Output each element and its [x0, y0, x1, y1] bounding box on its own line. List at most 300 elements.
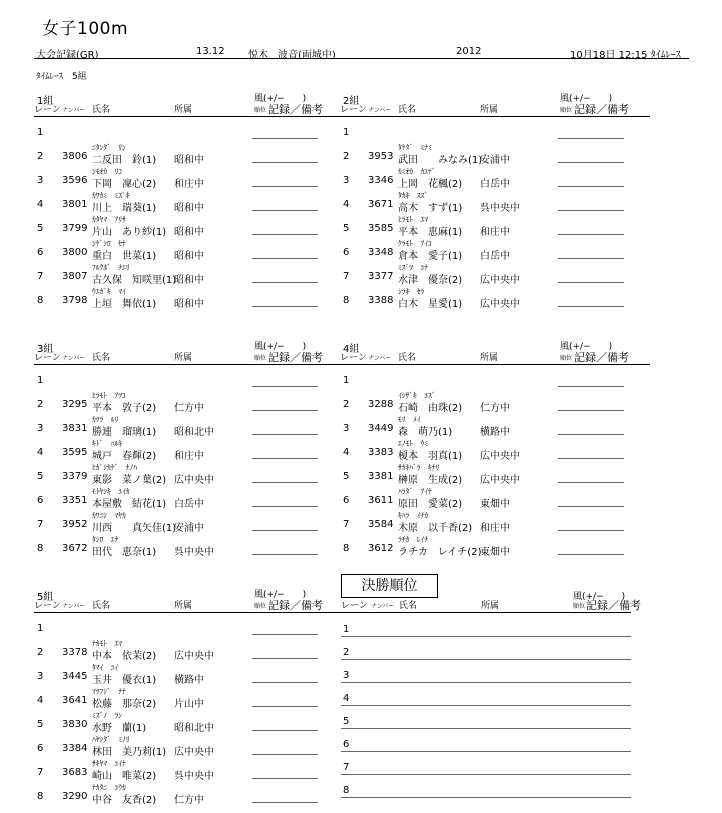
col-affiliation: 所属: [174, 601, 193, 611]
lane-number: 7: [37, 767, 44, 778]
runner-kana: ｳｴｶﾞｷ ﾏｲ: [92, 287, 126, 296]
runner-kana: ｶﾂﾗ ﾙﾘ: [92, 415, 119, 424]
record-entry-line: [252, 554, 318, 555]
record-entry-line: [252, 506, 318, 507]
table-row: [340, 142, 650, 164]
bib-number: 3596: [62, 175, 88, 186]
heat-5-block: [34, 588, 344, 813]
runner-name: 松藤 那奈(2): [92, 699, 157, 710]
runner-kana: ﾋﾗﾓﾄ ｴﾏ: [398, 215, 428, 224]
runner-name: 東影 菜ノ葉(2): [92, 475, 167, 486]
table-row: [340, 534, 650, 556]
col-record: 記録／備考: [586, 599, 641, 612]
runner-affiliation: 和庄中: [480, 227, 510, 238]
lane-number: 7: [37, 271, 44, 282]
bib-number: 3388: [368, 295, 394, 306]
table-row: [34, 414, 344, 436]
runner-name: 中谷 友香(2): [92, 795, 157, 806]
event-datetime: 10月18日 12:15 ﾀｲﾑﾚｰｽ: [570, 50, 681, 61]
runner-kana: ﾀﾏｲ ﾕｲ: [92, 663, 119, 672]
final-rank-row: [341, 775, 631, 798]
runner-affiliation: 横路中: [480, 427, 510, 438]
table-row: [340, 118, 650, 140]
bib-number: 3683: [62, 767, 88, 778]
table-row: [34, 662, 344, 684]
meet-record-holder: 悦木 波音(両城中): [248, 50, 336, 61]
record-entry-line: [252, 234, 318, 235]
lane-number: 5: [343, 223, 350, 234]
record-entry-line: [252, 458, 318, 459]
runner-affiliation: 東畑中: [480, 499, 510, 510]
table-row: [340, 510, 650, 532]
bib-number: 3348: [368, 247, 394, 258]
heat-count-label: ﾀｲﾑﾚｰｽ 5組: [36, 72, 87, 82]
runner-name: 本屋敷 結花(1): [92, 499, 167, 510]
final-rank-number: 1: [343, 624, 350, 635]
table-row: [34, 286, 344, 308]
runner-affiliation: 昭和中: [174, 155, 204, 166]
runner-name: 林田 美乃莉(1): [92, 747, 167, 758]
runner-name: 上岡 花楓(2): [398, 179, 463, 190]
record-entry-line: [252, 210, 318, 211]
final-rank-number: 2: [343, 647, 350, 658]
runner-name: 森 萌乃(1): [398, 427, 453, 438]
table-row: [340, 238, 650, 260]
table-row: [34, 710, 344, 732]
lane-number: 6: [343, 495, 350, 506]
runner-name: 上垣 舞依(1): [92, 299, 157, 310]
heat-1-block: [34, 92, 344, 317]
record-entry-line: [558, 410, 624, 411]
lane-number: 8: [37, 295, 44, 306]
bib-number: 3806: [62, 151, 88, 162]
runner-name: 重白 世菜(1): [92, 251, 157, 262]
runner-name: 中本 依茉(2): [92, 651, 157, 662]
bib-number: 3641: [62, 695, 88, 706]
bib-number: 3378: [62, 647, 88, 658]
lane-number: 2: [343, 399, 350, 410]
col-rank: 順位: [560, 355, 573, 362]
col-record: 記録／備考: [268, 599, 323, 612]
record-entry-line: [252, 634, 318, 635]
lane-number: 3: [37, 671, 44, 682]
record-entry-line: [558, 210, 624, 211]
table-header: [34, 350, 344, 362]
table-row: [340, 462, 650, 484]
heat-name: 1組: [37, 96, 54, 107]
table-row: [340, 262, 650, 284]
record-entry-line: [252, 410, 318, 411]
bib-number: 3449: [368, 423, 394, 434]
final-rank-row: [341, 637, 631, 660]
lane-number: 7: [37, 519, 44, 530]
bib-number: 3800: [62, 247, 88, 258]
runner-affiliation: 呉中央中: [174, 547, 214, 558]
runner-kana: ｼﾗｷ ｾﾗ: [398, 287, 425, 296]
final-rank-number: 7: [343, 762, 350, 773]
runner-affiliation: 広中央中: [480, 475, 520, 486]
runner-name: 玉井 優衣(1): [92, 675, 157, 686]
bib-number: 3379: [62, 471, 88, 482]
runner-affiliation: 広中央中: [174, 747, 214, 758]
runner-kana: ｸﾗﾓﾄ ｱｲｺ: [398, 239, 432, 248]
final-rank-number: 5: [343, 716, 350, 727]
runner-name: 原田 愛菜(2): [398, 499, 463, 510]
table-row: [34, 190, 344, 212]
bib-number: 3595: [62, 447, 88, 458]
table-row: [340, 390, 650, 412]
lane-number: 4: [37, 199, 44, 210]
table-row: [340, 286, 650, 308]
table-row: [34, 782, 344, 804]
runner-name: 白木 星愛(1): [398, 299, 463, 310]
table-row: [34, 510, 344, 532]
lane-number: 4: [37, 447, 44, 458]
runner-affiliation: 白岳中: [480, 251, 510, 262]
table-row: [34, 438, 344, 460]
record-entry-line: [252, 754, 318, 755]
runner-affiliation: 昭和中: [174, 251, 204, 262]
meet-record-time: 13.12: [196, 46, 225, 57]
runner-name: 武田 みなみ(1): [398, 155, 483, 166]
col-name: 氏名: [399, 601, 418, 611]
runner-name: 高木 すず(1): [398, 203, 463, 214]
runner-name: 木原 以千香(2): [398, 523, 473, 534]
runner-name: 倉本 愛子(1): [398, 251, 463, 262]
final-rank-number: 6: [343, 739, 350, 750]
col-lane: レーン: [340, 353, 367, 363]
header-divider: [341, 612, 631, 613]
bib-number: 3807: [62, 271, 88, 282]
wind-label: 風(+/− ): [254, 342, 307, 352]
bib-number: 3952: [62, 519, 88, 530]
record-entry-line: [252, 434, 318, 435]
runner-kana: ﾅｶﾀﾆ ﾕｳｶ: [92, 783, 126, 792]
col-name: 氏名: [92, 105, 111, 115]
header-divider: [340, 364, 650, 365]
record-entry-line: [252, 186, 318, 187]
col-record: 記録／備考: [574, 103, 629, 116]
col-name: 氏名: [92, 353, 111, 363]
runner-kana: ｷﾊﾗ ｲﾁｶ: [398, 511, 428, 520]
table-row: [340, 366, 650, 388]
table-row: [34, 142, 344, 164]
col-record: 記録／備考: [574, 351, 629, 364]
table-row: [340, 486, 650, 508]
runner-kana: ﾐｽﾞﾉ ﾗﾝ: [92, 711, 122, 720]
lane-number: 1: [343, 375, 350, 386]
record-entry-line: [252, 162, 318, 163]
record-entry-line: [252, 778, 318, 779]
record-entry-line: [558, 162, 624, 163]
record-entry-line: [252, 138, 318, 139]
runner-kana: ｻｷﾔﾏ ﾕｲﾅ: [92, 759, 126, 768]
runner-kana: ｶﾜﾆｼ ﾏﾔｶ: [92, 511, 126, 520]
col-rank: 順位: [573, 603, 586, 610]
record-entry-line: [252, 482, 318, 483]
runner-affiliation: 和庄中: [174, 179, 204, 190]
lane-number: 1: [37, 623, 44, 634]
header-divider: [34, 364, 344, 365]
lane-number: 6: [37, 495, 44, 506]
bib-number: 3830: [62, 719, 88, 730]
col-lane: レーン: [34, 601, 61, 611]
runner-affiliation: 横路中: [174, 675, 204, 686]
bib-number: 3351: [62, 495, 88, 506]
runner-affiliation: 呉中央中: [174, 771, 214, 782]
record-entry-line: [558, 506, 624, 507]
record-entry-line: [558, 386, 624, 387]
col-number: ナンバー: [62, 603, 86, 610]
col-number: ナンバー: [62, 355, 86, 362]
record-entry-line: [252, 802, 318, 803]
runner-kana: ﾐｽﾞﾂ ﾕﾅ: [398, 263, 428, 272]
table-row: [34, 734, 344, 756]
runner-name: 勝連 瑠璃(1): [92, 427, 157, 438]
runner-affiliation: 広中央中: [174, 651, 214, 662]
runner-kana: ﾀｶｷ ｽｽﾞ: [398, 191, 428, 200]
final-rank-number: 4: [343, 693, 350, 704]
table-header: [34, 598, 344, 610]
bib-number: 3831: [62, 423, 88, 434]
col-rank: 順位: [254, 107, 267, 114]
record-entry-line: [252, 682, 318, 683]
record-entry-line: [558, 138, 624, 139]
col-name: 氏名: [398, 353, 417, 363]
table-header: [340, 102, 650, 114]
runner-kana: ﾏﾂﾌｼﾞ ﾅﾅ: [92, 687, 126, 696]
record-entry-line: [252, 530, 318, 531]
lane-number: 8: [37, 791, 44, 802]
col-affiliation: 所属: [481, 601, 500, 611]
lane-number: 3: [37, 175, 44, 186]
final-table-header: [341, 598, 696, 610]
table-row: [34, 638, 344, 660]
header-divider: [34, 612, 344, 613]
final-rank-row: [341, 729, 631, 752]
lane-number: 3: [37, 423, 44, 434]
header-divider: [34, 116, 344, 117]
record-entry-line: [558, 234, 624, 235]
record-entry-line: [252, 386, 318, 387]
col-record: 記録／備考: [268, 351, 323, 364]
table-row: [34, 534, 344, 556]
runner-name: 榊原 生成(2): [398, 475, 463, 486]
col-name: 氏名: [398, 105, 417, 115]
runner-affiliation: 白岳中: [174, 499, 204, 510]
table-row: [34, 366, 344, 388]
table-header: [34, 102, 344, 114]
final-rank-number: 8: [343, 785, 350, 796]
page-title: 女子100m: [42, 19, 129, 39]
runner-name: 崎山 唯菜(2): [92, 771, 157, 782]
col-number: ナンバー: [368, 107, 392, 114]
heat-name: 3組: [37, 344, 54, 355]
table-row: [34, 214, 344, 236]
table-row: [34, 390, 344, 412]
runner-kana: ｶﾐｵｶ ｶｴﾃﾞ: [398, 167, 436, 176]
lane-number: 2: [37, 151, 44, 162]
final-ranking-table: [341, 592, 696, 808]
runner-affiliation: 仁方中: [480, 403, 510, 414]
table-row: [34, 238, 344, 260]
table-row: [34, 686, 344, 708]
record-entry-line: [558, 258, 624, 259]
runner-name: 石崎 由珠(2): [398, 403, 463, 414]
runner-kana: ﾗﾁｶ ﾚｲﾁ: [398, 535, 428, 544]
col-lane: レーン: [34, 105, 61, 115]
runner-name: 平本 恵麻(1): [398, 227, 463, 238]
heat-4-block: [340, 340, 650, 565]
runner-affiliation: 安浦中: [174, 523, 204, 534]
wind-label: 風(+/− ): [254, 590, 307, 600]
bib-number: 3295: [62, 399, 88, 410]
lane-number: 4: [343, 199, 350, 210]
lane-number: 7: [343, 519, 350, 530]
table-row: [34, 758, 344, 780]
lane-number: 4: [37, 695, 44, 706]
col-affiliation: 所属: [480, 353, 499, 363]
table-row: [340, 190, 650, 212]
lane-number: 6: [343, 247, 350, 258]
runner-affiliation: 昭和中: [174, 299, 204, 310]
table-row: [34, 166, 344, 188]
record-entry-line: [558, 186, 624, 187]
runner-kana: ﾅｶﾓﾄ ｴﾏ: [92, 639, 122, 648]
final-rank-row: [341, 614, 631, 637]
col-rank: 順位: [254, 355, 267, 362]
lane-number: 1: [37, 127, 44, 138]
runner-affiliation: 昭和北中: [174, 723, 214, 734]
runner-affiliation: 白岳中: [480, 179, 510, 190]
col-lane: レーン: [341, 601, 368, 611]
bib-number: 3290: [62, 791, 88, 802]
table-row: [340, 166, 650, 188]
record-entry-line: [252, 730, 318, 731]
runner-kana: ｶﾀﾔﾏ ｱﾘｻ: [92, 215, 126, 224]
heat-3-block: [34, 340, 344, 565]
record-entry-line: [252, 282, 318, 283]
bib-number: 3798: [62, 295, 88, 306]
runner-affiliation: 東畑中: [480, 547, 510, 558]
lane-number: 4: [343, 447, 350, 458]
runner-affiliation: 和庄中: [174, 451, 204, 462]
record-entry-line: [558, 554, 624, 555]
runner-name: 川上 瑞葵(1): [92, 203, 157, 214]
lane-number: 5: [37, 471, 44, 482]
lane-number: 7: [343, 271, 350, 282]
runner-kana: ｲｼｻﾞｷ ﾕｽﾞ: [398, 391, 436, 400]
bib-number: 3612: [368, 543, 394, 554]
record-entry-line: [558, 482, 624, 483]
runner-kana: ｼｹﾞｼﾛ ｾﾅ: [92, 239, 126, 248]
header-divider: [340, 116, 650, 117]
runner-affiliation: 昭和中: [174, 227, 204, 238]
runner-name: ラチカ レイチ(2): [398, 547, 482, 558]
table-row: [34, 614, 344, 636]
runner-kana: ﾓﾄﾔｼｷ ﾕｲｶ: [92, 487, 130, 496]
table-header: [340, 350, 650, 362]
record-entry-line: [558, 458, 624, 459]
lane-number: 5: [343, 471, 350, 482]
record-entry-line: [252, 306, 318, 307]
lane-number: 5: [37, 223, 44, 234]
bib-number: 3799: [62, 223, 88, 234]
col-number: ナンバー: [371, 603, 395, 610]
col-number: ナンバー: [62, 107, 86, 114]
bib-number: 3585: [368, 223, 394, 234]
table-row: [34, 118, 344, 140]
lane-number: 8: [343, 295, 350, 306]
bib-number: 3381: [368, 471, 394, 482]
table-row: [34, 486, 344, 508]
wind-label: 風(+/− ): [560, 342, 613, 352]
runner-affiliation: 広中央中: [174, 475, 214, 486]
runner-name: 水野 蘭(1): [92, 723, 147, 734]
lane-number: 2: [37, 399, 44, 410]
heat-name: 2組: [343, 96, 360, 107]
bib-number: 3953: [368, 151, 394, 162]
record-entry-line: [252, 258, 318, 259]
runner-kana: ﾊﾗﾀﾞ ｱｲﾅ: [398, 487, 432, 496]
runner-name: 下岡 凜心(2): [92, 179, 157, 190]
bib-number: 3383: [368, 447, 394, 458]
runner-name: 二反田 鈴(1): [92, 155, 157, 166]
table-row: [340, 414, 650, 436]
runner-affiliation: 片山中: [174, 699, 204, 710]
bib-number: 3377: [368, 271, 394, 282]
record-entry-line: [558, 306, 624, 307]
wind-label: 風(+/− ): [560, 94, 613, 104]
runner-affiliation: 仁方中: [174, 795, 204, 806]
col-number: ナンバー: [368, 355, 392, 362]
heat-name: 4組: [343, 344, 360, 355]
lane-number: 3: [343, 423, 350, 434]
runner-name: 榎本 羽真(1): [398, 451, 463, 462]
record-entry-line: [252, 658, 318, 659]
bib-number: 3346: [368, 175, 394, 186]
lane-number: 8: [343, 543, 350, 554]
lane-number: 8: [37, 543, 44, 554]
runner-affiliation: 和庄中: [480, 523, 510, 534]
lane-number: 2: [37, 647, 44, 658]
final-rank-row: [341, 706, 631, 729]
runner-name: 水津 優奈(2): [398, 275, 463, 286]
runner-kana: ｻｶｷﾊﾞﾗ ｷﾅﾘ: [398, 463, 440, 472]
table-row: [34, 462, 344, 484]
col-rank: 順位: [254, 603, 267, 610]
lane-number: 1: [37, 375, 44, 386]
runner-kana: ｼﾓｵｶ ﾘｺ: [92, 167, 122, 176]
table-row: [340, 214, 650, 236]
lane-number: 2: [343, 151, 350, 162]
table-row: [340, 438, 650, 460]
runner-affiliation: 安浦中: [480, 155, 510, 166]
runner-kana: ﾊﾔｼﾀﾞ ﾐﾉﾘ: [92, 735, 130, 744]
bib-number: 3384: [62, 743, 88, 754]
heat-2-block: [340, 92, 650, 317]
runner-affiliation: 広中央中: [480, 451, 520, 462]
bib-number: 3584: [368, 519, 394, 530]
runner-kana: ｷﾄﾞ ﾊﾙｷ: [92, 439, 122, 448]
bib-number: 3671: [368, 199, 394, 210]
meet-record-year: 2012: [456, 46, 482, 57]
runner-affiliation: 昭和中: [174, 275, 204, 286]
wind-label: 風(+/− ): [254, 94, 307, 104]
record-entry-line: [558, 530, 624, 531]
final-rank-row: [341, 752, 631, 775]
final-rank-row: [341, 660, 631, 683]
